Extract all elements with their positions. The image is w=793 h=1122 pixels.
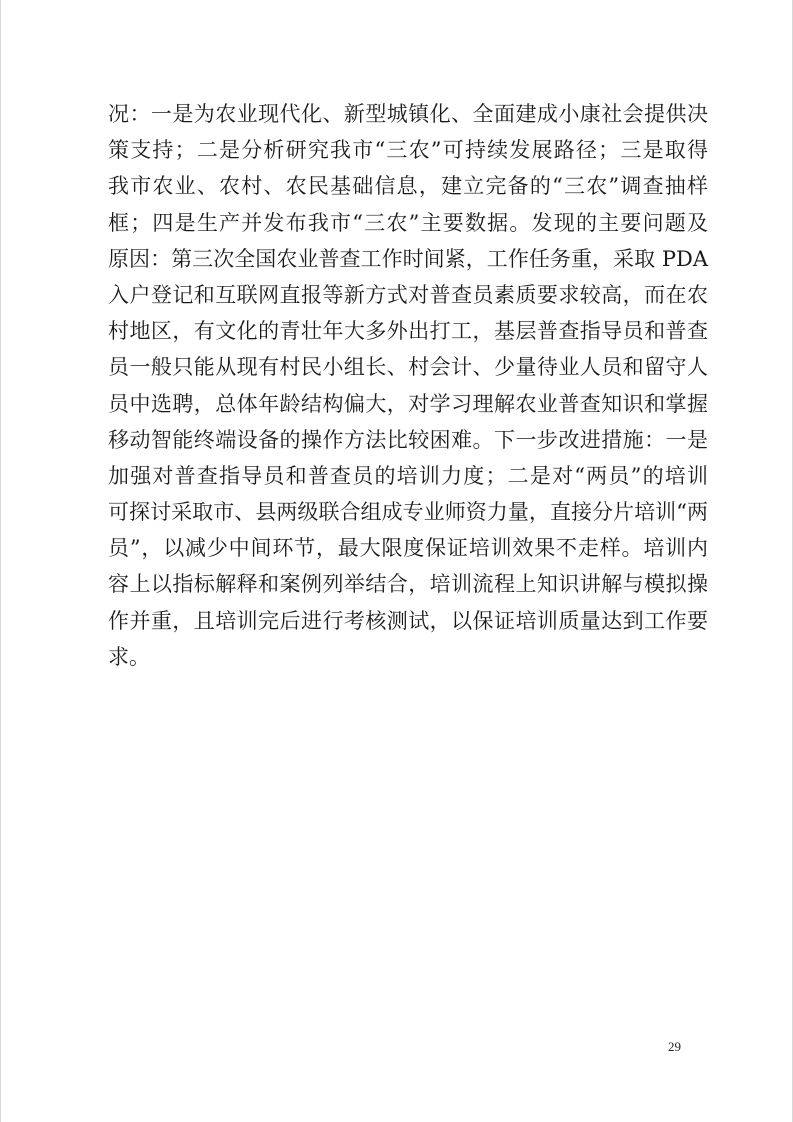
text-line: 员一般只能从现有村民小组长、村会计、少量待业人员和留守人 xyxy=(108,355,708,380)
text-line: 况：一是为农业现代化、新型城镇化、全面建成小康社会提供决 xyxy=(108,102,708,126)
text-line: 入户登记和互联网直报等新方式对普查员素质要求较高，而在农 xyxy=(108,282,708,307)
text-line: 移动智能终端设备的操作方法比较困难。下一步改进措施：一是 xyxy=(108,427,708,452)
text-line: 村地区，有文化的青壮年大多外出打工，基层普查指导员和普查 xyxy=(108,319,708,344)
text-line: 加强对普查指导员和普查员的培训力度；二是对“两员”的培训 xyxy=(108,463,708,488)
text-line: 原因：第三次全国农业普查工作时间紧，工作任务重，采取 PDA xyxy=(108,246,708,271)
text-line: 策支持；二是分析研究我市“三农”可持续发展路径；三是取得 xyxy=(108,138,708,163)
text-line: 容上以指标解释和案例列举结合，培训流程上知识讲解与模拟操 xyxy=(108,572,708,597)
text-line: 我市农业、农村、农民基础信息，建立完备的“三农”调查抽样 xyxy=(108,174,708,199)
text-line: 可探讨采取市、县两级联合组成专业师资力量，直接分片培训“两 xyxy=(108,500,708,525)
text-line: 求。 xyxy=(108,644,150,669)
page-number: 29 xyxy=(668,1039,681,1054)
text-line: 员”，以减少中间环节，最大限度保证培训效果不走样。培训内 xyxy=(108,536,708,561)
text-line: 员中选聘，总体年龄结构偏大，对学习理解农业普查知识和掌握 xyxy=(108,391,708,416)
text-line: 框；四是生产并发布我市“三农”主要数据。发现的主要问题及 xyxy=(108,210,708,235)
text-line: 作并重，且培训完后进行考核测试，以保证培训质量达到工作要 xyxy=(108,608,708,633)
body-paragraph xyxy=(108,96,708,675)
